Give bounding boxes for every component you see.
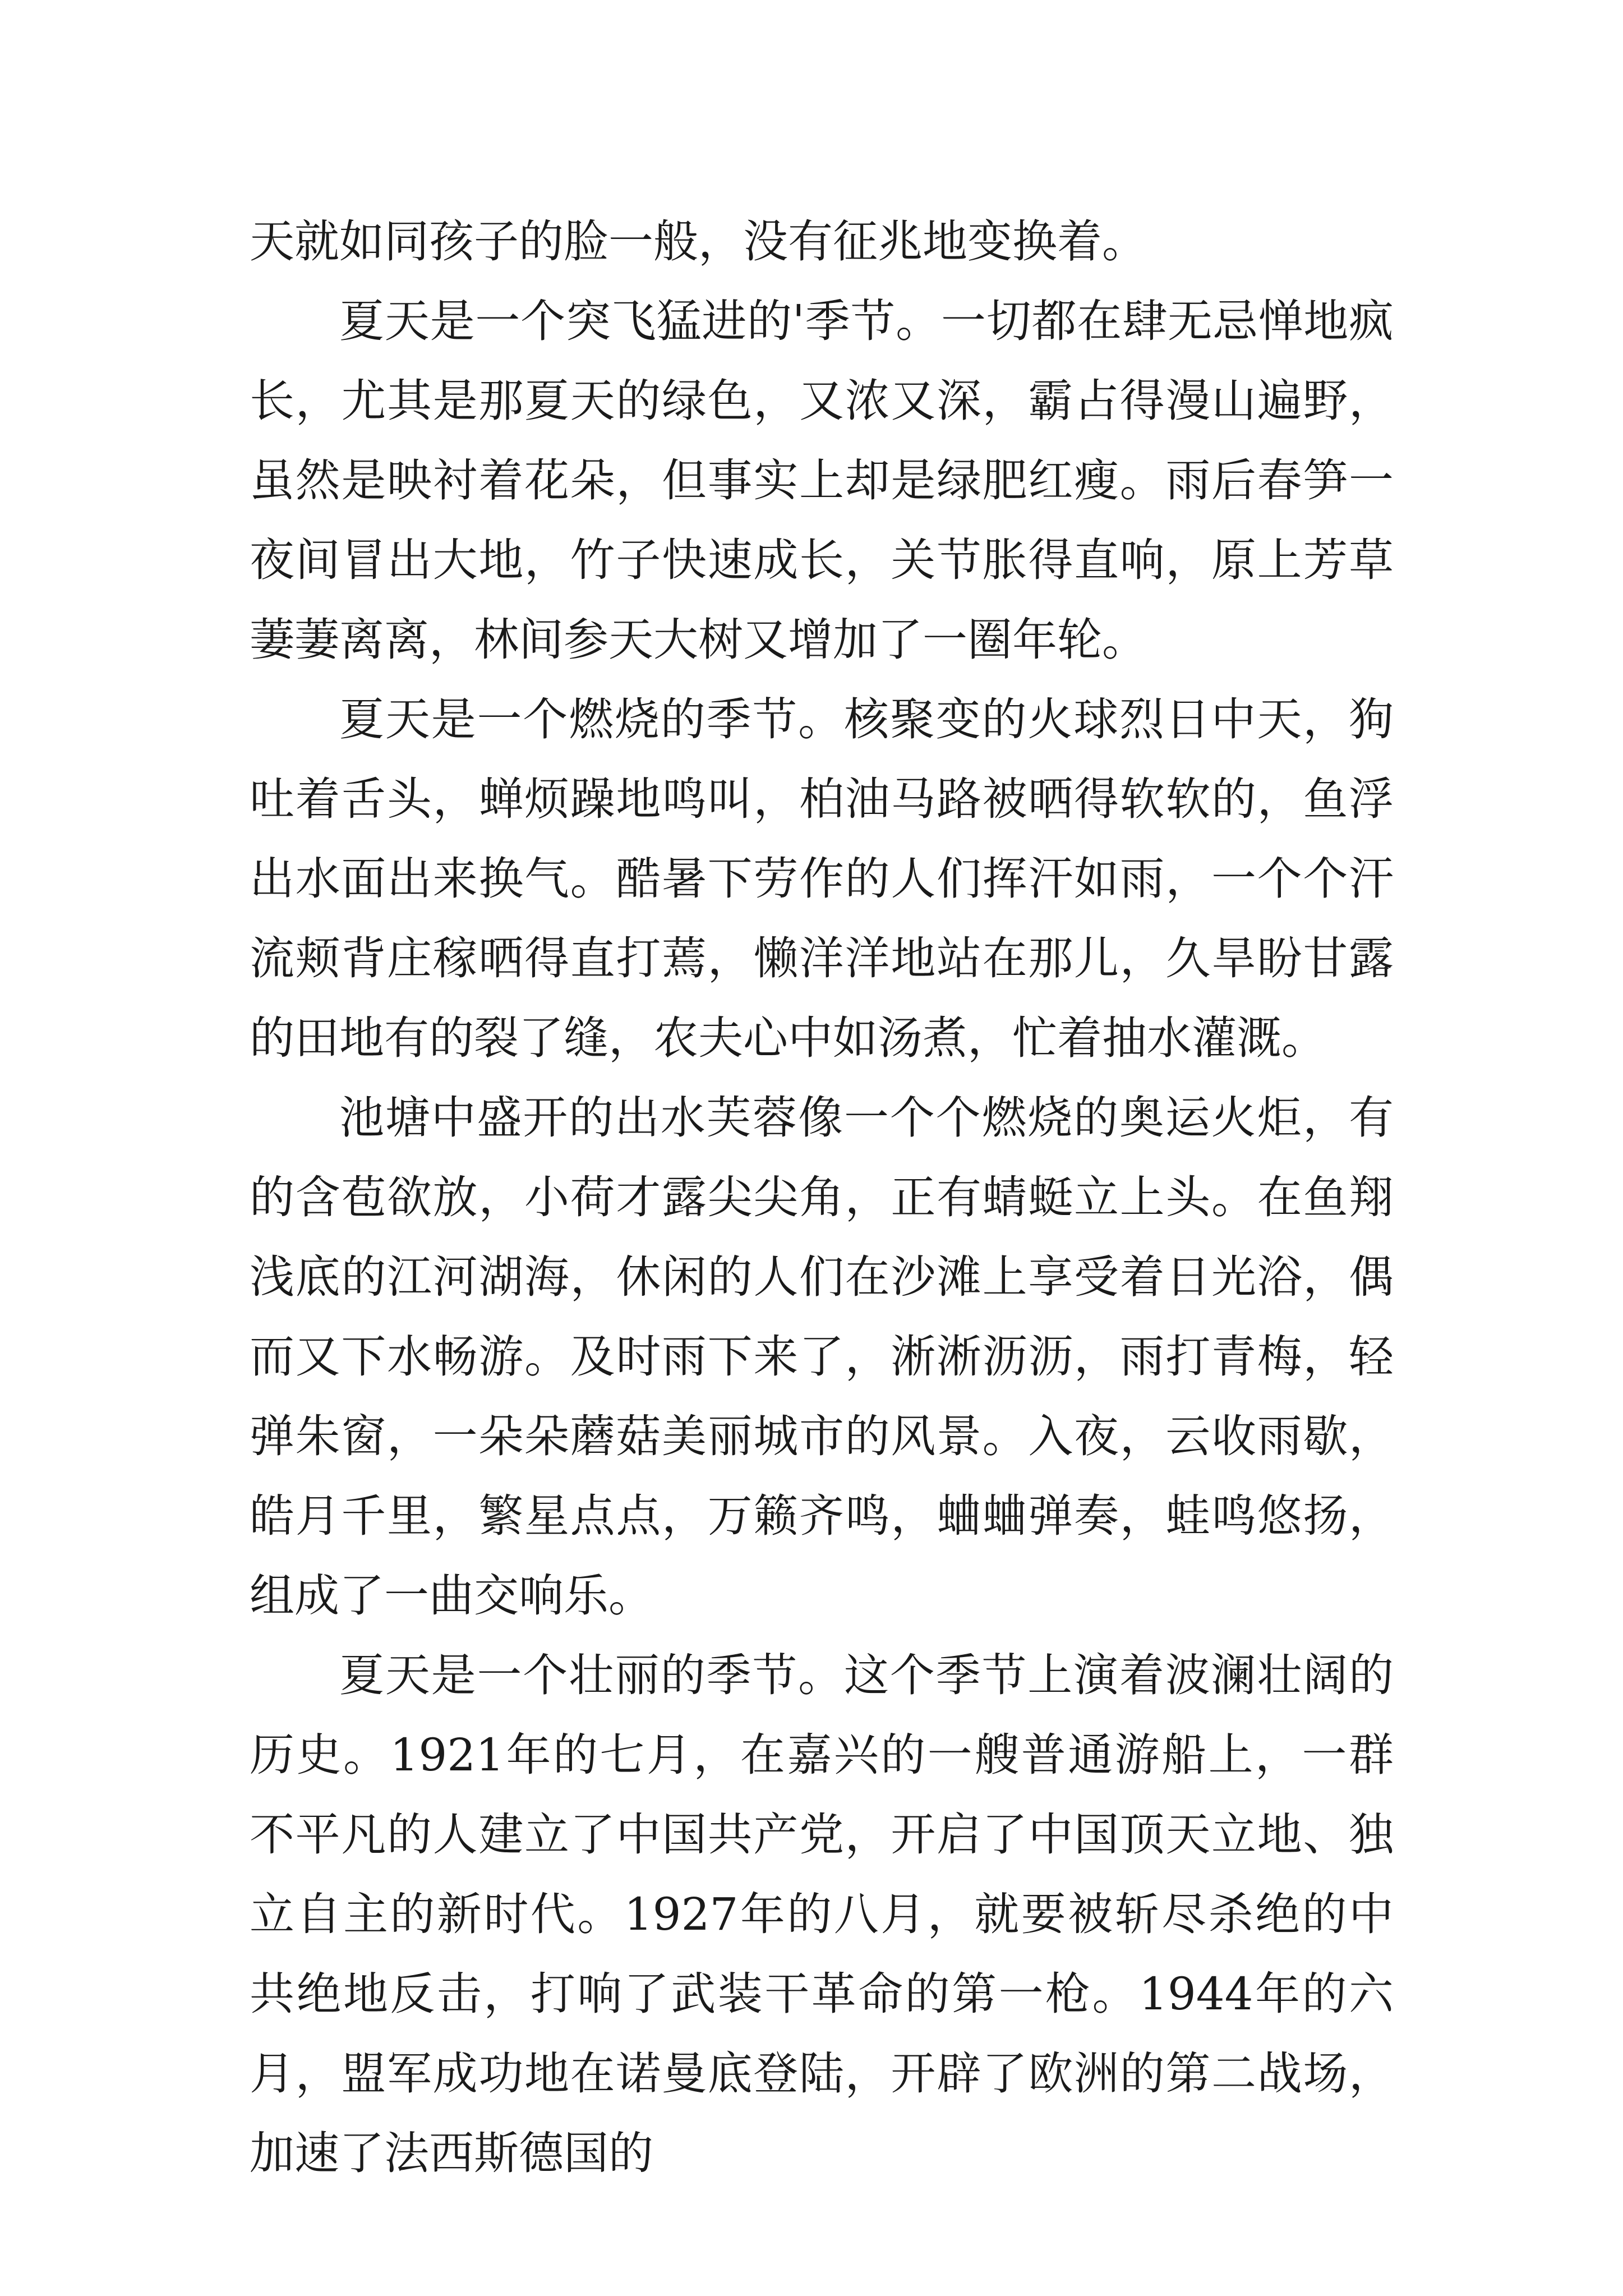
paragraph-summer-history: 夏天是一个壮丽的季节。这个季节上演着波澜壮阔的历史。1921年的七月，在嘉兴的一艘普通游船上，一群不平凡的人建立了中国共产党，开启了中国顶天立地、独立自主的新时代。1927年的八月，就要被斩尽杀绝的中共绝地反击，打响了武装干革命的第一枪。1944年的六月，盟军成功地在诺曼底登陆，开辟了欧洲的第二战场，加速了法西斯德国的 bbox=[250, 1649, 1394, 2179]
paragraph-summer-heat: 夏天是一个燃烧的季节。核聚变的火球烈日中天，狗吐着舌头，蝉烦躁地鸣叫，柏油马路被晒得软软的，鱼浮出水面出来换气。酷暑下劳作的人们挥汗如雨，一个个汗流颊背庄稼晒得直打蔫，懒洋洋地站在那儿，久旱盼甘露的田地有的裂了缝，农夫心中如汤煮，忙着抽水灌溉。 bbox=[250, 693, 1394, 1064]
paragraph-summer-growth: 夏天是一个突飞猛进的'季节。一切都在肆无忌惮地疯长，尤其是那夏天的绿色，又浓又深，霸占得漫山遍野，虽然是映衬着花朵，但事实上却是绿肥红瘦。雨后春笋一夜间冒出大地，竹子快速成长，关节胀得直响，原上芳草萋萋离离，林间参天大树又增加了一圈年轮。 bbox=[250, 295, 1394, 666]
paragraph-continuation: 天就如同孩子的脸一般，没有征兆地变换着。 bbox=[250, 215, 1147, 268]
document-page bbox=[250, 202, 1394, 2193]
paragraph-summer-scenery: 池塘中盛开的出水芙蓉像一个个燃烧的奥运火炬，有的含苞欲放，小荷才露尖尖角，正有蜻蜓立上头。在鱼翔浅底的江河湖海，休闲的人们在沙滩上享受着日光浴，偶而又下水畅游。及时雨下来了，淅淅沥沥，雨打青梅，轻弹朱窗，一朵朵蘑菇美丽城市的风景。入夜，云收雨歇，皓月千里，繁星点点，万籁齐鸣，蛐蛐弹奏，蛙鸣悠扬，组成了一曲交响乐。 bbox=[250, 1092, 1394, 1622]
